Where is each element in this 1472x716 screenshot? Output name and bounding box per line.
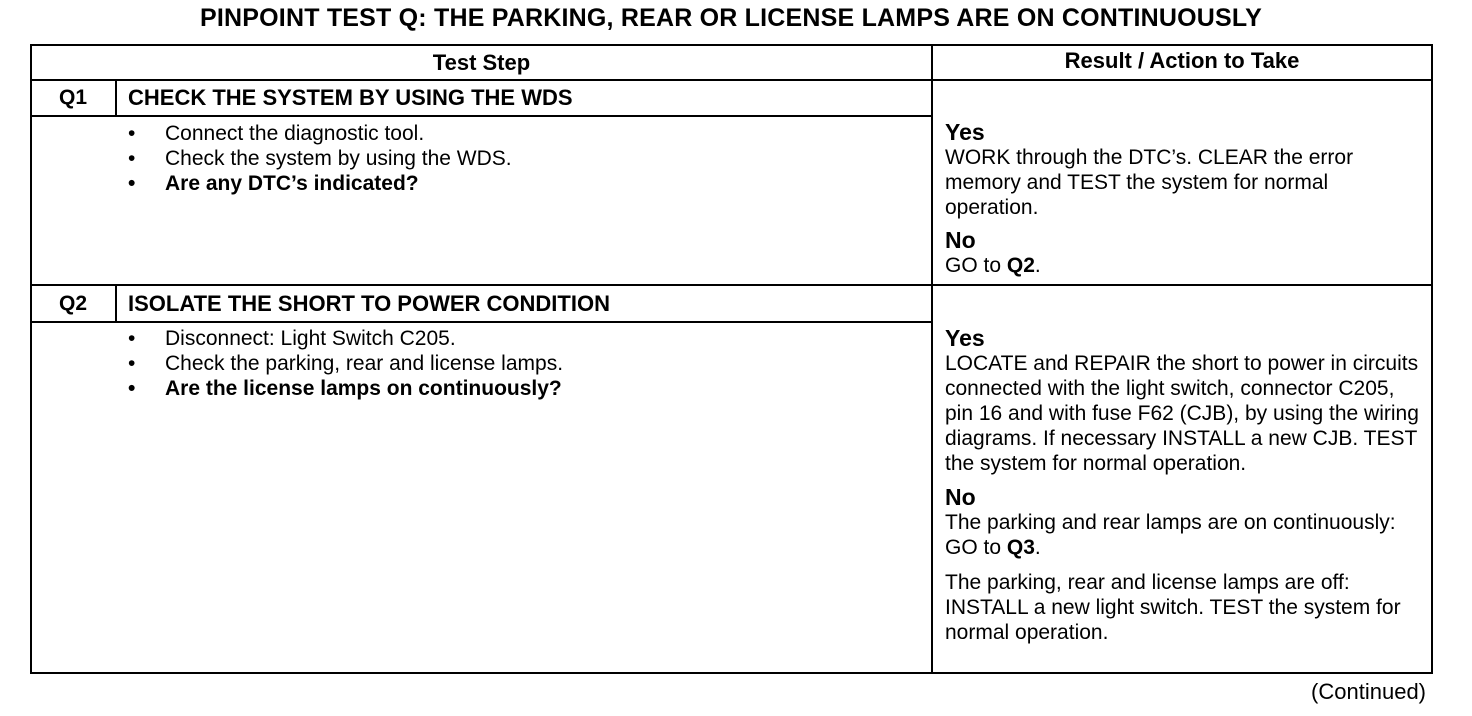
header-divider bbox=[30, 79, 1433, 81]
q1-id-divider bbox=[115, 80, 117, 116]
step-instructions bbox=[128, 326, 563, 401]
header-test-step: Test Step bbox=[432, 50, 531, 75]
step-instructions bbox=[128, 121, 512, 196]
row-divider bbox=[30, 284, 1433, 286]
step-id: Q1 bbox=[58, 86, 87, 109]
continued-note: (Continued) bbox=[1311, 679, 1426, 704]
no-action bbox=[945, 253, 1425, 278]
no-action-suffix: . bbox=[1034, 536, 1041, 559]
goto-step-link: Q2 bbox=[1006, 254, 1035, 277]
no-action-text: GO to bbox=[945, 254, 1007, 277]
instruction-item: • Disconnect: Light Switch C205. bbox=[128, 326, 563, 351]
step-result bbox=[945, 325, 1425, 645]
yes-action: LOCATE and REPAIR the short to power in circuits connected with the light switch, connector C205, pin 16 and with fuse F62 (CJB), by using the wiring diagrams. If necessary INSTALL a new CJB. TEST the system for normal operation. bbox=[945, 352, 1419, 475]
yes-action: WORK through the DTC’s. CLEAR the error memory and TEST the system for normal operation. bbox=[945, 146, 1354, 219]
goto-step-link: Q3 bbox=[1006, 536, 1035, 559]
instruction-item: • Check the system by using the WDS. bbox=[128, 146, 512, 171]
step-title: ISOLATE THE SHORT TO POWER CONDITION bbox=[128, 291, 610, 316]
page-title: PINPOINT TEST Q: THE PARKING, REAR OR LICENSE LAMPS ARE ON CONTINUOUSLY bbox=[200, 4, 1262, 32]
no-label: No bbox=[945, 227, 976, 253]
header-result: Result / Action to Take bbox=[1064, 48, 1300, 73]
no-label: No bbox=[945, 484, 976, 510]
instruction-item: • Check the parking, rear and license lamps. bbox=[128, 351, 563, 376]
yes-label: Yes bbox=[945, 325, 985, 351]
no-action-text: The parking and rear lamps are on continuously: GO to bbox=[945, 511, 1396, 559]
yes-label: Yes bbox=[945, 119, 985, 145]
step-result bbox=[945, 119, 1425, 278]
q2-id-divider bbox=[115, 285, 117, 322]
column-divider bbox=[931, 44, 933, 674]
instruction-question: • Are any DTC’s indicated? bbox=[128, 171, 512, 196]
instruction-question: • Are the license lamps on continuously? bbox=[128, 376, 563, 401]
q1-title-divider bbox=[30, 115, 932, 117]
no-action bbox=[945, 510, 1425, 560]
q2-title-divider bbox=[30, 321, 932, 323]
no-action-suffix: . bbox=[1034, 254, 1041, 277]
instruction-item: • Connect the diagnostic tool. bbox=[128, 121, 512, 146]
alternate-action: The parking, rear and license lamps are off: INSTALL a new light switch. TEST the system for normal operation. bbox=[945, 571, 1401, 644]
step-title: CHECK THE SYSTEM BY USING THE WDS bbox=[128, 85, 573, 110]
step-id: Q2 bbox=[58, 292, 87, 315]
